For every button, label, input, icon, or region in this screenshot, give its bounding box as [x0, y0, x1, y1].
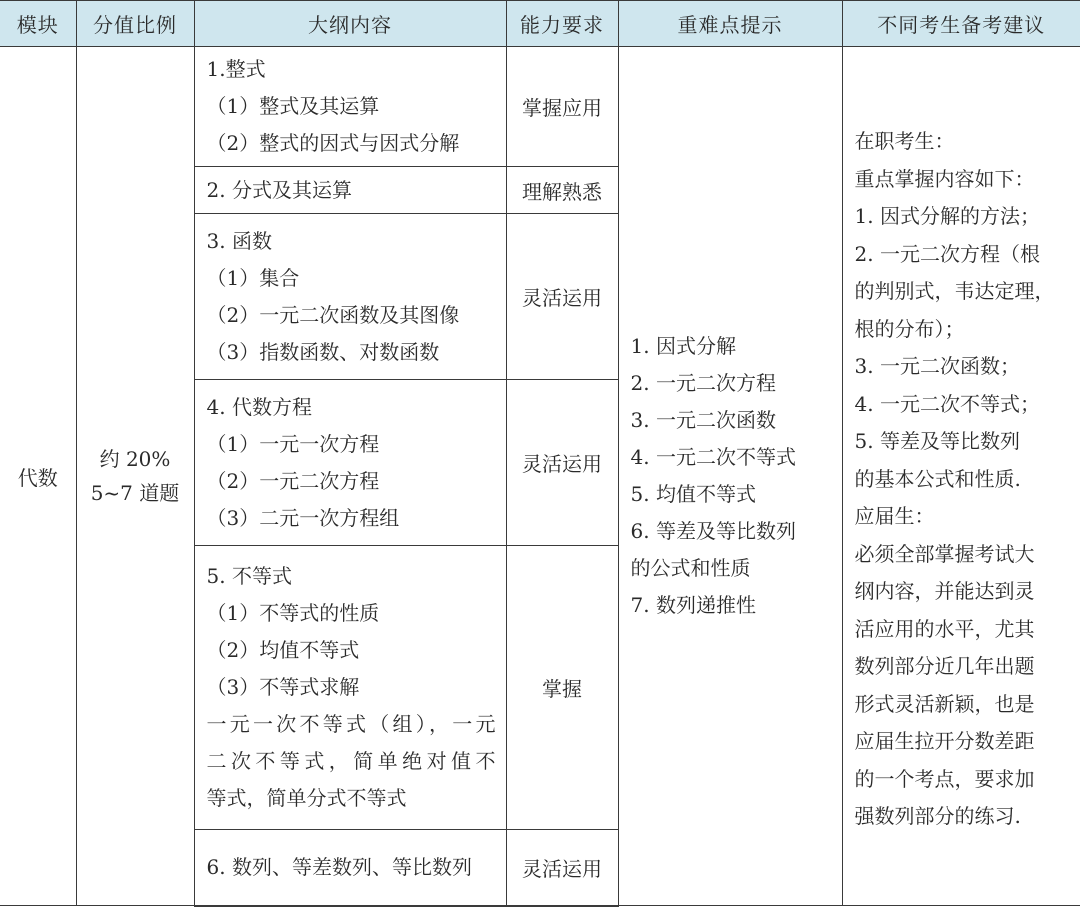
- content-cell: [194, 214, 506, 380]
- advice-line: 5. 等差及等比数列: [854, 429, 1020, 453]
- advice-line: 2. 一元二次方程（根: [854, 241, 1040, 266]
- content-line: 3. 函数: [206, 228, 272, 253]
- advice-line: 应届生：: [854, 504, 935, 528]
- advice-line: 的一个考点，要求加: [854, 766, 1035, 791]
- hint-line: 2. 一元二次方程: [630, 371, 776, 395]
- content-line: 1.整式: [206, 57, 266, 81]
- hint-line: 6. 等差及等比数列: [630, 519, 796, 543]
- hint-line: 7. 数列递推性: [630, 593, 756, 617]
- header-module: 模块: [0, 1, 76, 47]
- advice-line: 根的分布）；: [854, 316, 965, 341]
- content-line: 2. 分式及其运算: [206, 177, 352, 202]
- hint-line: 4. 一元二次不等式: [630, 445, 796, 469]
- content-line: （2）均值不等式: [206, 638, 360, 662]
- header-content: 大纲内容: [194, 1, 506, 47]
- content-cell: [194, 380, 506, 546]
- advice-line: 1. 因式分解的方法；: [854, 204, 1040, 228]
- content-line: （3）不等式求解: [206, 675, 360, 699]
- hint-line: 5. 均值不等式: [630, 482, 756, 506]
- advice-line: 的基本公式和性质.: [854, 466, 1021, 491]
- advice-cell: [842, 47, 1080, 906]
- content-line: （1）整式及其运算: [206, 94, 380, 118]
- hint-line: 的公式和性质: [630, 556, 751, 580]
- content-line: （1）不等式的性质: [206, 601, 380, 625]
- advice-line: 4. 一元二次不等式；: [854, 391, 1040, 416]
- content-line: 二次不等式，简单绝对值不: [206, 749, 496, 773]
- content-cell: [194, 546, 506, 830]
- advice-line: 的判别式，韦达定理，: [854, 279, 1055, 303]
- module-label: 代数: [17, 465, 58, 490]
- content-line: （3）二元一次方程组: [206, 505, 400, 530]
- content-line: 等式，简单分式不等式: [206, 786, 407, 810]
- header-ratio: 分值比例: [76, 1, 194, 47]
- advice-line: 强数列部分的练习.: [854, 804, 1021, 828]
- content-line: 5. 不等式: [206, 564, 292, 588]
- content-cell: [194, 47, 506, 167]
- content-line: （3）指数函数、对数函数: [206, 339, 440, 364]
- advice-line: 在职考生：: [854, 129, 955, 153]
- ratio-percent: 约 20%: [99, 447, 171, 471]
- content-line: 4. 代数方程: [206, 394, 312, 419]
- advice-line: 形式灵活新颖，也是: [854, 691, 1035, 716]
- hint-line: 1. 因式分解: [630, 334, 736, 358]
- table-row: [0, 47, 1080, 167]
- content-line: （1）一元一次方程: [206, 431, 380, 456]
- advice-line: 数列部分近几年出题: [854, 654, 1035, 678]
- content-line: （2）一元二次函数及其图像: [206, 302, 460, 327]
- module-cell: [0, 47, 76, 906]
- ability-cell: 掌握: [506, 546, 618, 830]
- advice-line: 必须全部掌握考试大: [854, 541, 1035, 566]
- advice-line: 3. 一元二次函数；: [854, 354, 1020, 378]
- ability-cell: 理解熟悉: [506, 167, 618, 214]
- ability-cell: 灵活运用: [506, 380, 618, 546]
- advice-line: 纲内容，并能达到灵: [854, 579, 1035, 603]
- advice-line: 重点掌握内容如下：: [854, 166, 1035, 191]
- ratio-questions: 5~7 道题: [90, 481, 180, 505]
- header-hints: 重难点提示: [618, 1, 842, 47]
- content-line: （2）一元二次方程: [206, 468, 380, 493]
- content-line: 6. 数列、等差数列、等比数列: [206, 854, 472, 879]
- content-line: （1）集合: [206, 265, 300, 290]
- ability-cell: 灵活运用: [506, 830, 618, 906]
- hints-cell: [618, 47, 842, 906]
- content-cell: [194, 830, 506, 906]
- header-advice: 不同考生备考建议: [842, 1, 1080, 47]
- header-row: [0, 1, 1080, 47]
- ratio-cell: [76, 47, 194, 906]
- ability-cell: 掌握应用: [506, 47, 618, 167]
- ability-cell: 灵活运用: [506, 214, 618, 380]
- advice-line: 应届生拉开分数差距: [854, 729, 1035, 753]
- content-line: 一元一次不等式（组），一元: [206, 712, 496, 736]
- content-line: （2）整式的因式与因式分解: [206, 131, 460, 155]
- content-cell: [194, 167, 506, 214]
- hint-line: 3. 一元二次函数: [630, 408, 776, 432]
- header-ability: 能力要求: [506, 1, 618, 47]
- advice-line: 活应用的水平，尤其: [854, 616, 1035, 641]
